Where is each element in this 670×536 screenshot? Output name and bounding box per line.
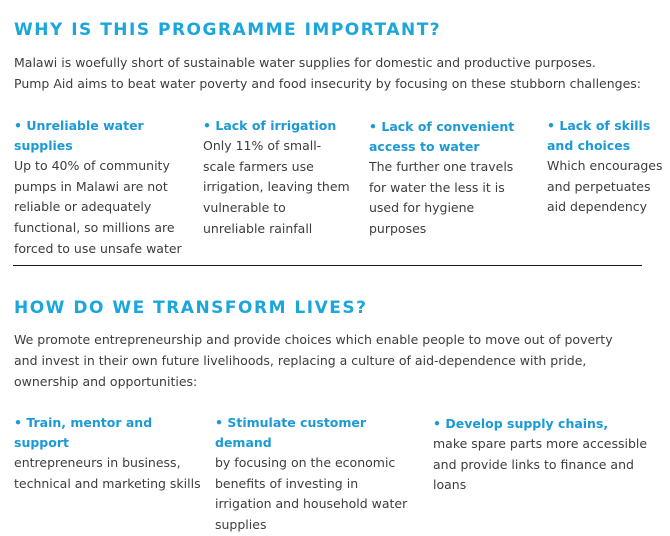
action-supply [433, 414, 658, 496]
bullet-icon: • [369, 119, 377, 134]
challenge-title: • Lack of skills and choices [547, 118, 651, 153]
action-body: make spare parts more accessible and provide links to finance and loans [433, 436, 648, 493]
bullet-icon: • [547, 118, 555, 133]
challenge-body: Which encourages and perpetuates aid dependency [547, 158, 663, 215]
action-demand [215, 413, 415, 536]
transform-intro: We promote entrepreneurship and provide choices which enable people to move out of poverty and invest in their own future livelihoods, replacing a culture of aid-dependence with pride, ownership and opportunities: [14, 332, 613, 389]
action-title: • Stimulate customer demand [215, 415, 367, 450]
bullet-icon: • [14, 415, 22, 430]
action-title: • Develop supply chains, [433, 416, 609, 431]
bullet-icon: • [215, 415, 223, 430]
bullet-icon: • [433, 416, 441, 431]
challenge-title: • Lack of irrigation [203, 118, 337, 133]
challenge-unreliable-water [14, 116, 194, 260]
action-train [14, 413, 204, 494]
challenge-title: • Unreliable water supplies [14, 118, 144, 153]
bullet-icon: • [14, 118, 22, 133]
section-divider [13, 265, 642, 266]
challenge-access [369, 117, 532, 240]
action-body: entrepreneurs in business, technical and marketing skills [14, 455, 201, 491]
challenge-body: Only 11% of small-scale farmers use irrigation, leaving them vulnerable to unreliable rainfall [203, 138, 350, 236]
section-heading-transform: HOW DO WE TRANSFORM LIVES? [14, 298, 368, 318]
action-body: by focusing on the economic benefits of investing in irrigation and household water supplies [215, 455, 408, 533]
intro-line-2: Pump Aid aims to beat water poverty and food insecurity by focusing on these stubborn challenges: [14, 76, 642, 91]
importance-intro [14, 52, 641, 94]
challenge-irrigation [203, 116, 351, 240]
challenge-body: The further one travels for water the less it is used for hygiene purposes [369, 159, 514, 237]
challenge-title: • Lack of convenient access to water [369, 119, 515, 154]
action-title: • Train, mentor and support [14, 415, 153, 450]
challenge-body: Up to 40% of community pumps in Malawi are not reliable or adequately functional, so millions are forced to use unsafe water [14, 158, 182, 256]
bullet-icon: • [203, 118, 211, 133]
intro-line-1: Malawi is woefully short of sustainable water supplies for domestic and productive purposes. [14, 55, 596, 70]
challenge-skills [547, 116, 663, 218]
section-heading-importance: WHY IS THIS PROGRAMME IMPORTANT? [14, 20, 442, 40]
